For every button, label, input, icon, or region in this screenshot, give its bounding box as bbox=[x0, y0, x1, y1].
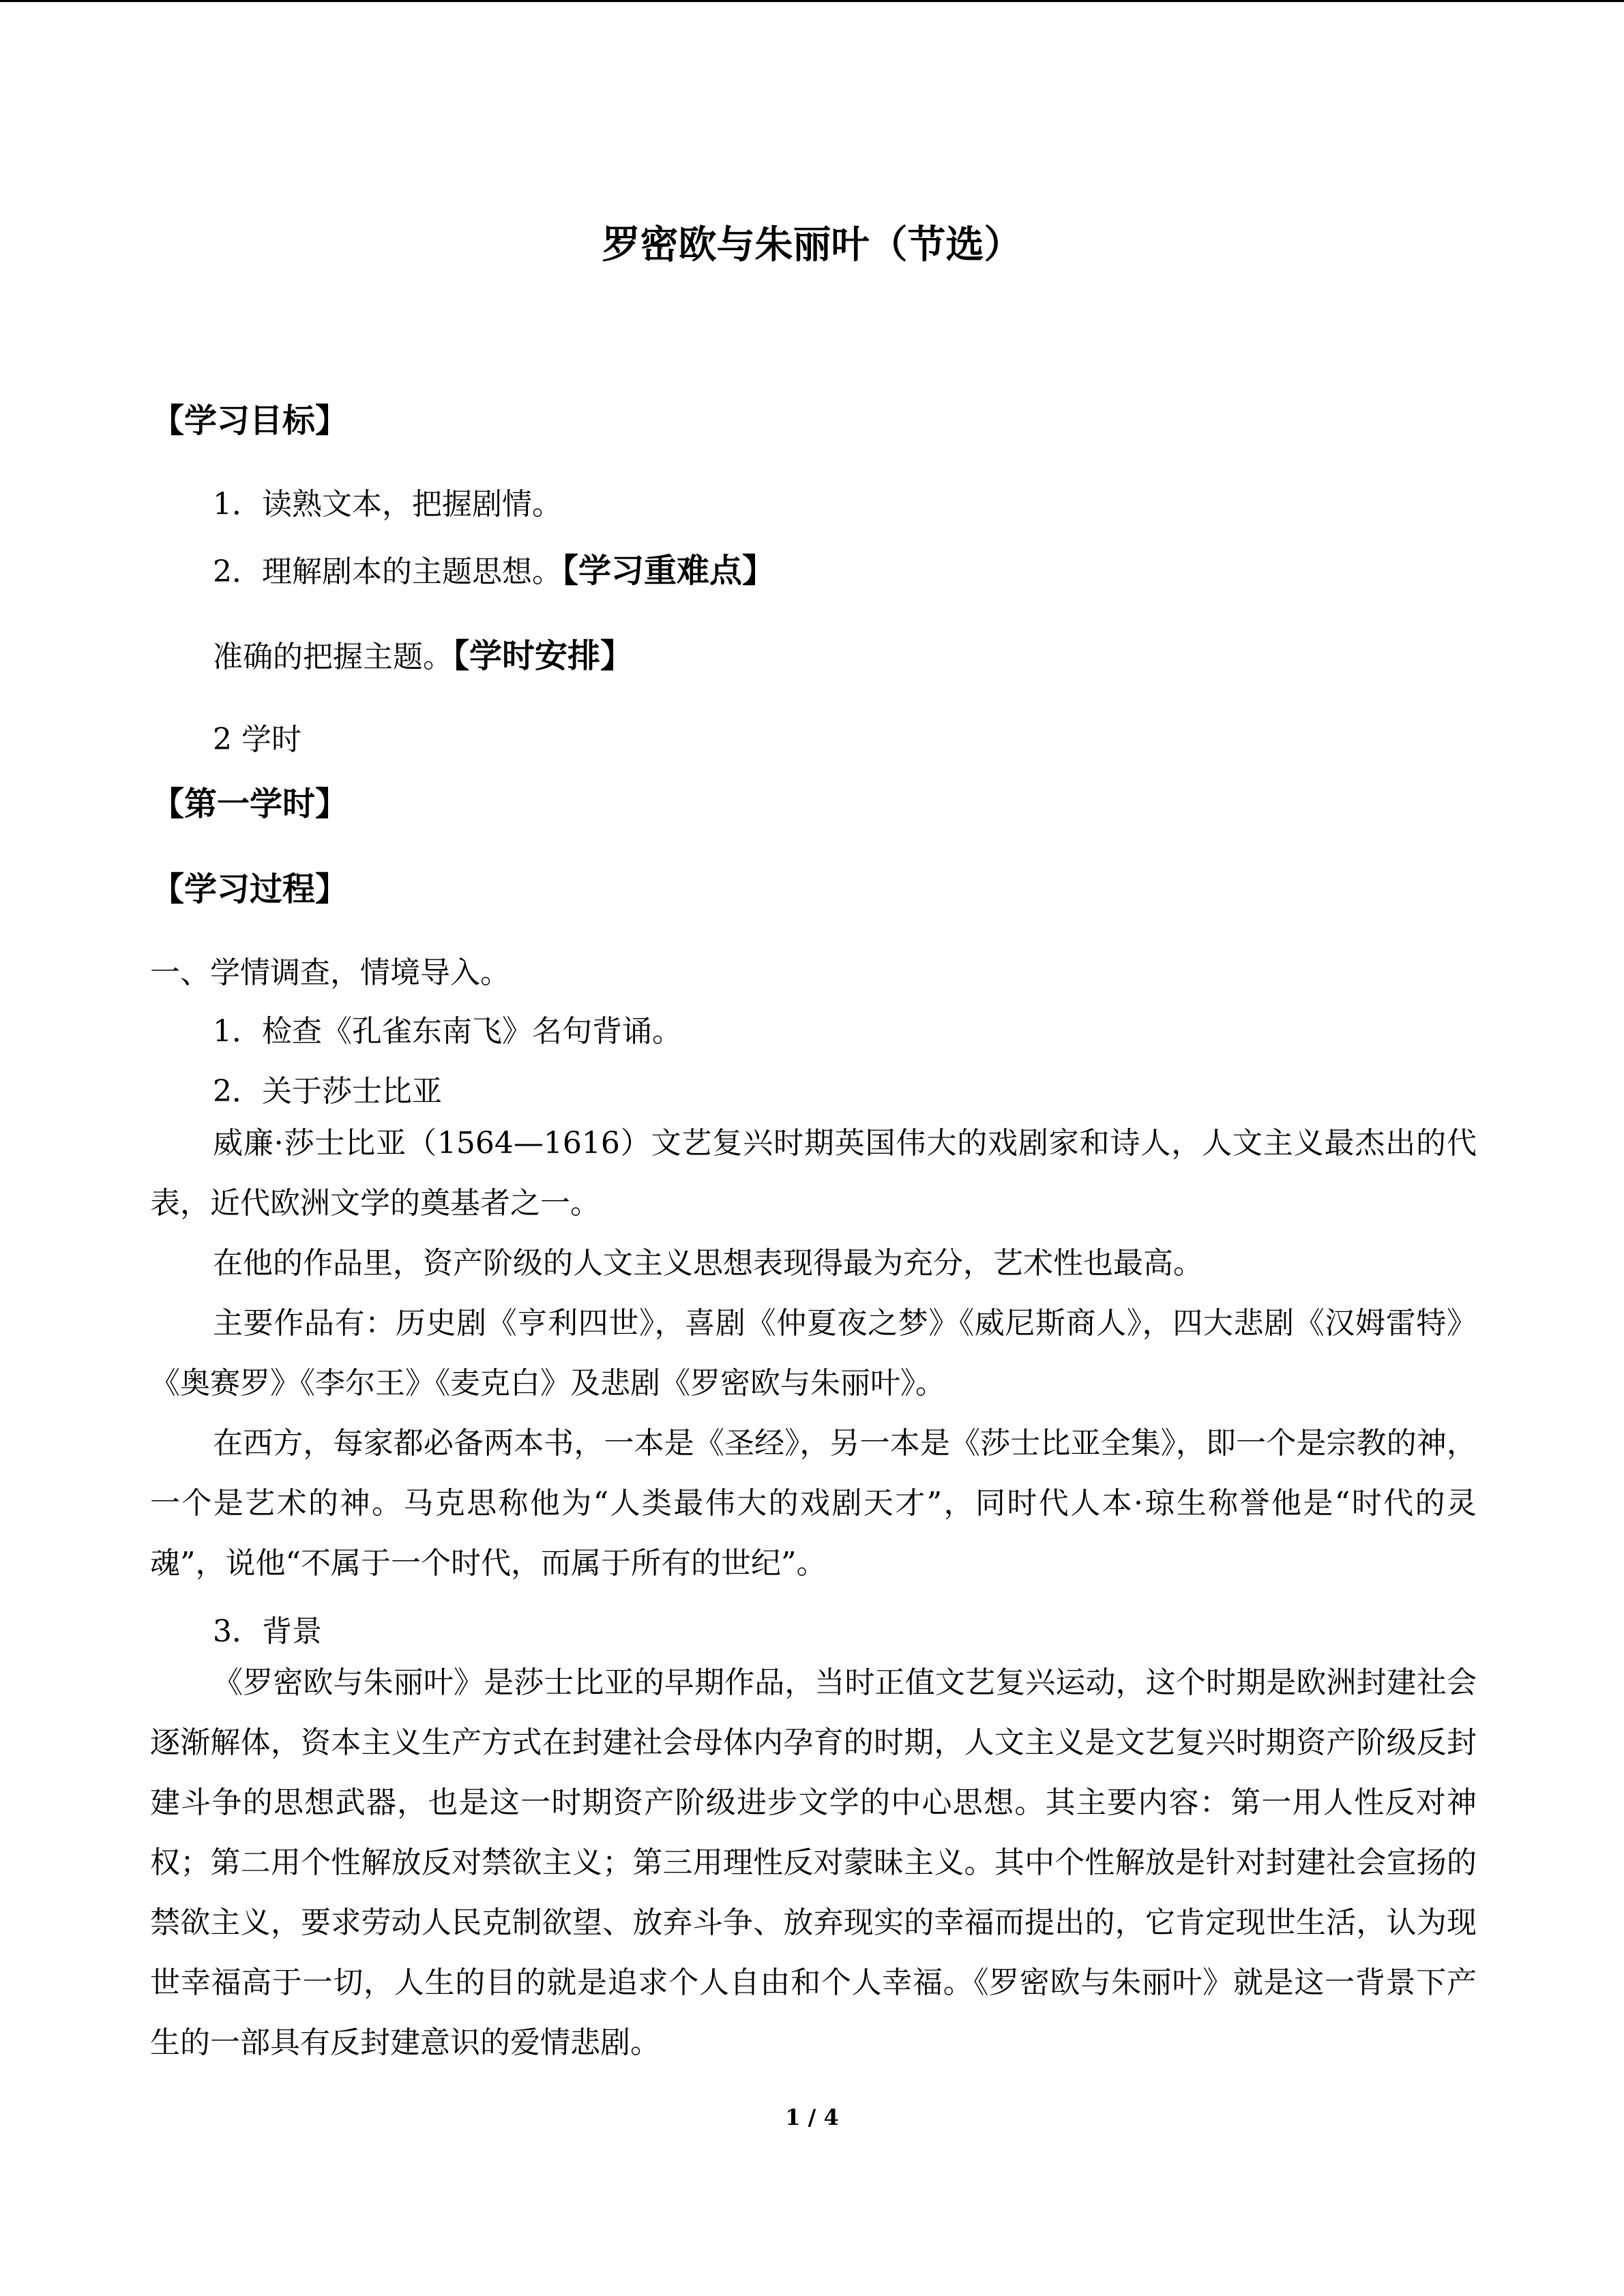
learning-goals-heading: 【学习目标】 bbox=[151, 402, 349, 440]
difficulty-line bbox=[213, 629, 633, 676]
goal-1: 1．读熟文本，把握剧情。 bbox=[213, 487, 562, 522]
paragraph-western-reputation: 在西方，每家都必备两本书，一本是《圣经》，另一本是《莎士比亚全集》，即一个是宗教的神，一个是艺术的神。马克思称他为“人类最伟大的戏剧天才”，同时代人本·琼生称誉他是“时代的灵魂”，说他“不属于一个时代，而属于所有的世纪”。 bbox=[150, 1426, 1477, 1581]
key-difficulty-heading: 【学习重难点】 bbox=[562, 552, 776, 590]
schedule-text: 2 学时 bbox=[213, 722, 301, 757]
item-3: 3．背景 bbox=[213, 1614, 322, 1649]
schedule-heading: 【学时安排】 bbox=[453, 637, 634, 675]
paragraph-background: 《罗密欧与朱丽叶》是莎士比亚的早期作品，当时正值文艺复兴运动，这个时期是欧洲封建社会逐渐解体，资本主义生产方式在封建社会母体内孕育的时期，人文主义是文艺复兴时期资产阶级反封建斗争的思想武器，也是这一时期资产阶级进步文学的中心思想。其主要内容：第一用人性反对神权；第二用个性解放反对禁欲主义；第三用理性反对蒙昧主义。其中个性解放是针对封建社会宣扬的禁欲主义，要求劳动人民克制欲望、放弃斗争、放弃现实的幸福而提出的，它肯定现世生活，认为现世幸福高于一切，人生的目的就是追求个人自由和个人幸福。《罗密欧与朱丽叶》就是这一背景下产生的一部具有反封建意识的爱情悲剧。 bbox=[150, 1665, 1477, 2060]
item-2: 2．关于莎士比亚 bbox=[213, 1074, 442, 1109]
paragraph-major-works: 主要作品有：历史剧《亨利四世》，喜剧《仲夏夜之梦》《威尼斯商人》，四大悲剧《汉姆雷特》《奥赛罗》《李尔王》《麦克白》及悲剧《罗密欧与朱丽叶》。 bbox=[150, 1306, 1477, 1401]
learning-process-heading: 【学习过程】 bbox=[151, 870, 349, 908]
goal-2-line bbox=[213, 544, 775, 591]
item-1: 1．检查《孔雀东南飞》名句背诵。 bbox=[213, 1014, 682, 1049]
first-period-heading: 【第一学时】 bbox=[151, 785, 349, 823]
page-number: 1 / 4 bbox=[785, 2104, 839, 2130]
goal-2: 2．理解剧本的主题思想。 bbox=[213, 554, 562, 589]
document-title: 罗密欧与朱丽叶（节选） bbox=[602, 222, 1022, 267]
step-1: 一、学情调查，情境导入。 bbox=[150, 955, 510, 990]
paragraph-shakespeare-intro: 威廉·莎士比亚（1564—1616）文艺复兴时期英国伟大的戏剧家和诗人，人文主义最杰出的代表，近代欧洲文学的奠基者之一。 bbox=[150, 1126, 1477, 1221]
paragraph-works-quality: 在他的作品里，资产阶级的人文主义思想表现得最为充分，艺术性也最高。 bbox=[213, 1246, 1203, 1281]
difficulty-text: 准确的把握主题。 bbox=[213, 640, 453, 674]
